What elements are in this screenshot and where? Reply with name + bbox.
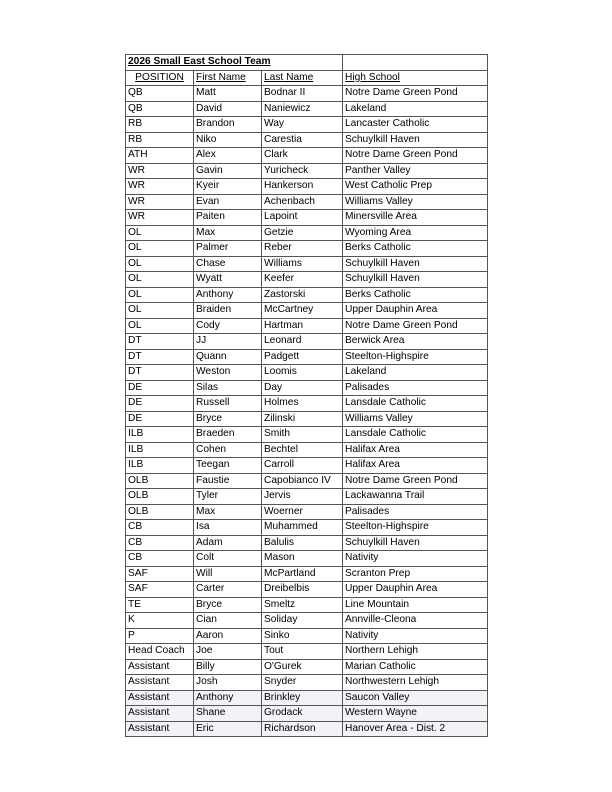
- table-row: [126, 566, 488, 582]
- first-name-cell: Faustie: [194, 473, 262, 489]
- position-cell: QB: [126, 86, 194, 102]
- position-cell: Assistant: [126, 675, 194, 691]
- first-name-cell: David: [194, 101, 262, 117]
- first-name-cell: Chase: [194, 256, 262, 272]
- table-row: [126, 86, 488, 102]
- table-row: [126, 380, 488, 396]
- position-cell: OLB: [126, 489, 194, 505]
- table-row: [126, 520, 488, 536]
- position-cell: ILB: [126, 427, 194, 443]
- position-cell: ILB: [126, 442, 194, 458]
- last-name-cell: Holmes: [262, 396, 343, 412]
- last-name-cell: Brinkley: [262, 690, 343, 706]
- position-cell: ILB: [126, 458, 194, 474]
- table-row: [126, 349, 488, 365]
- high-school-cell: Berks Catholic: [343, 241, 488, 257]
- position-cell: WR: [126, 194, 194, 210]
- first-name-cell: Eric: [194, 721, 262, 737]
- position-cell: CB: [126, 520, 194, 536]
- table-row: [126, 179, 488, 195]
- table-row: [126, 411, 488, 427]
- high-school-cell: Northern Lehigh: [343, 644, 488, 660]
- last-name-cell: Capobianco IV: [262, 473, 343, 489]
- table-row: [126, 582, 488, 598]
- first-name-cell: Cohen: [194, 442, 262, 458]
- table-row: [126, 132, 488, 148]
- first-name-cell: Cian: [194, 613, 262, 629]
- high-school-cell: Wyoming Area: [343, 225, 488, 241]
- table-row: [126, 117, 488, 133]
- high-school-cell: Lakeland: [343, 365, 488, 381]
- last-name-cell: Jervis: [262, 489, 343, 505]
- table-row: [126, 675, 488, 691]
- last-name-cell: Grodack: [262, 706, 343, 722]
- first-name-cell: Brandon: [194, 117, 262, 133]
- first-name-cell: Wyatt: [194, 272, 262, 288]
- last-name-cell: Keefer: [262, 272, 343, 288]
- first-name-cell: Carter: [194, 582, 262, 598]
- high-school-cell: Steelton-Highspire: [343, 349, 488, 365]
- last-name-cell: Yuricheck: [262, 163, 343, 179]
- position-cell: Assistant: [126, 659, 194, 675]
- position-cell: OL: [126, 225, 194, 241]
- table-row: [126, 597, 488, 613]
- first-name-cell: Anthony: [194, 287, 262, 303]
- position-cell: CB: [126, 551, 194, 567]
- last-name-cell: Naniewicz: [262, 101, 343, 117]
- first-name-cell: Max: [194, 225, 262, 241]
- high-school-cell: Palisades: [343, 380, 488, 396]
- last-name-cell: Williams: [262, 256, 343, 272]
- table-row: [126, 613, 488, 629]
- last-name-cell: Richardson: [262, 721, 343, 737]
- high-school-cell: Northwestern Lehigh: [343, 675, 488, 691]
- table-row: [126, 194, 488, 210]
- table-row: [126, 210, 488, 226]
- header-position: POSITION: [126, 70, 194, 86]
- first-name-cell: Palmer: [194, 241, 262, 257]
- last-name-cell: Mason: [262, 551, 343, 567]
- last-name-cell: Day: [262, 380, 343, 396]
- high-school-cell: Lansdale Catholic: [343, 427, 488, 443]
- last-name-cell: Woerner: [262, 504, 343, 520]
- position-cell: OL: [126, 287, 194, 303]
- table-row: [126, 225, 488, 241]
- first-name-cell: Niko: [194, 132, 262, 148]
- high-school-cell: Nativity: [343, 551, 488, 567]
- last-name-cell: Clark: [262, 148, 343, 164]
- last-name-cell: Snyder: [262, 675, 343, 691]
- high-school-cell: Schuylkill Haven: [343, 272, 488, 288]
- last-name-cell: Carroll: [262, 458, 343, 474]
- position-cell: WR: [126, 163, 194, 179]
- table-row: [126, 365, 488, 381]
- position-cell: DE: [126, 411, 194, 427]
- position-cell: DE: [126, 396, 194, 412]
- position-cell: P: [126, 628, 194, 644]
- first-name-cell: Adam: [194, 535, 262, 551]
- table-row: [126, 489, 488, 505]
- first-name-cell: Kyeir: [194, 179, 262, 195]
- high-school-cell: Lakeland: [343, 101, 488, 117]
- high-school-cell: Western Wayne: [343, 706, 488, 722]
- last-name-cell: McCartney: [262, 303, 343, 319]
- high-school-cell: Nativity: [343, 628, 488, 644]
- last-name-cell: Dreibelbis: [262, 582, 343, 598]
- position-cell: SAF: [126, 566, 194, 582]
- last-name-cell: Soliday: [262, 613, 343, 629]
- table-row: [126, 396, 488, 412]
- high-school-cell: Hanover Area - Dist. 2: [343, 721, 488, 737]
- position-cell: ATH: [126, 148, 194, 164]
- high-school-cell: Williams Valley: [343, 411, 488, 427]
- first-name-cell: Evan: [194, 194, 262, 210]
- first-name-cell: Quann: [194, 349, 262, 365]
- position-cell: OL: [126, 303, 194, 319]
- last-name-cell: Zilinski: [262, 411, 343, 427]
- position-cell: TE: [126, 597, 194, 613]
- last-name-cell: Carestia: [262, 132, 343, 148]
- table-row: [126, 504, 488, 520]
- high-school-cell: Lansdale Catholic: [343, 396, 488, 412]
- first-name-cell: Bryce: [194, 597, 262, 613]
- high-school-cell: Berks Catholic: [343, 287, 488, 303]
- first-name-cell: Paiten: [194, 210, 262, 226]
- first-name-cell: Cody: [194, 318, 262, 334]
- table-row: [126, 628, 488, 644]
- position-cell: DT: [126, 349, 194, 365]
- first-name-cell: Gavin: [194, 163, 262, 179]
- high-school-cell: Notre Dame Green Pond: [343, 318, 488, 334]
- high-school-cell: Saucon Valley: [343, 690, 488, 706]
- first-name-cell: Max: [194, 504, 262, 520]
- high-school-cell: Palisades: [343, 504, 488, 520]
- table-row: [126, 659, 488, 675]
- position-cell: DT: [126, 334, 194, 350]
- first-name-cell: Braeden: [194, 427, 262, 443]
- position-cell: K: [126, 613, 194, 629]
- first-name-cell: Silas: [194, 380, 262, 396]
- table-row: [126, 721, 488, 737]
- position-cell: OL: [126, 318, 194, 334]
- header-high-school: High School: [343, 70, 488, 86]
- last-name-cell: McPartland: [262, 566, 343, 582]
- first-name-cell: Billy: [194, 659, 262, 675]
- last-name-cell: Smith: [262, 427, 343, 443]
- table-row: [126, 241, 488, 257]
- high-school-cell: Notre Dame Green Pond: [343, 86, 488, 102]
- position-cell: Head Coach: [126, 644, 194, 660]
- last-name-cell: Leonard: [262, 334, 343, 350]
- last-name-cell: Reber: [262, 241, 343, 257]
- high-school-cell: Annville-Cleona: [343, 613, 488, 629]
- position-cell: WR: [126, 210, 194, 226]
- position-cell: Assistant: [126, 706, 194, 722]
- table-row: [126, 303, 488, 319]
- table-row: [126, 690, 488, 706]
- last-name-cell: Balulis: [262, 535, 343, 551]
- table-row: [126, 473, 488, 489]
- position-cell: OLB: [126, 473, 194, 489]
- last-name-cell: Bechtel: [262, 442, 343, 458]
- high-school-cell: Steelton-Highspire: [343, 520, 488, 536]
- title-row-empty-cell: [343, 55, 488, 71]
- position-cell: SAF: [126, 582, 194, 598]
- high-school-cell: Scranton Prep: [343, 566, 488, 582]
- table-row: [126, 256, 488, 272]
- table-row: [126, 427, 488, 443]
- roster-body: [126, 86, 488, 737]
- high-school-cell: Marian Catholic: [343, 659, 488, 675]
- last-name-cell: Hartman: [262, 318, 343, 334]
- high-school-cell: Line Mountain: [343, 597, 488, 613]
- first-name-cell: Weston: [194, 365, 262, 381]
- position-cell: OLB: [126, 504, 194, 520]
- first-name-cell: Anthony: [194, 690, 262, 706]
- table-row: [126, 272, 488, 288]
- high-school-cell: Upper Dauphin Area: [343, 303, 488, 319]
- last-name-cell: Hankerson: [262, 179, 343, 195]
- table-row: [126, 287, 488, 303]
- position-cell: OL: [126, 241, 194, 257]
- header-row: [126, 70, 488, 86]
- last-name-cell: Bodnar II: [262, 86, 343, 102]
- high-school-cell: Upper Dauphin Area: [343, 582, 488, 598]
- header-first-name: First Name: [194, 70, 262, 86]
- title-row: [126, 55, 488, 71]
- table-row: [126, 101, 488, 117]
- table-row: [126, 163, 488, 179]
- first-name-cell: Joe: [194, 644, 262, 660]
- position-cell: OL: [126, 256, 194, 272]
- first-name-cell: Tyler: [194, 489, 262, 505]
- first-name-cell: Braiden: [194, 303, 262, 319]
- last-name-cell: Padgett: [262, 349, 343, 365]
- first-name-cell: Matt: [194, 86, 262, 102]
- high-school-cell: Williams Valley: [343, 194, 488, 210]
- high-school-cell: Halifax Area: [343, 442, 488, 458]
- last-name-cell: Tout: [262, 644, 343, 660]
- last-name-cell: Lapoint: [262, 210, 343, 226]
- table-row: [126, 551, 488, 567]
- table-row: [126, 535, 488, 551]
- high-school-cell: Schuylkill Haven: [343, 256, 488, 272]
- first-name-cell: Teegan: [194, 458, 262, 474]
- first-name-cell: Will: [194, 566, 262, 582]
- high-school-cell: Notre Dame Green Pond: [343, 473, 488, 489]
- last-name-cell: Loomis: [262, 365, 343, 381]
- first-name-cell: Bryce: [194, 411, 262, 427]
- position-cell: WR: [126, 179, 194, 195]
- high-school-cell: Panther Valley: [343, 163, 488, 179]
- first-name-cell: Isa: [194, 520, 262, 536]
- position-cell: Assistant: [126, 721, 194, 737]
- table-row: [126, 706, 488, 722]
- position-cell: CB: [126, 535, 194, 551]
- first-name-cell: Josh: [194, 675, 262, 691]
- position-cell: RB: [126, 132, 194, 148]
- position-cell: DE: [126, 380, 194, 396]
- first-name-cell: Colt: [194, 551, 262, 567]
- table-row: [126, 318, 488, 334]
- first-name-cell: Russell: [194, 396, 262, 412]
- roster-table: [125, 54, 488, 737]
- position-cell: Assistant: [126, 690, 194, 706]
- table-row: [126, 442, 488, 458]
- position-cell: QB: [126, 101, 194, 117]
- table-row: [126, 644, 488, 660]
- high-school-cell: Notre Dame Green Pond: [343, 148, 488, 164]
- last-name-cell: Zastorski: [262, 287, 343, 303]
- high-school-cell: Schuylkill Haven: [343, 132, 488, 148]
- table-row: [126, 458, 488, 474]
- position-cell: OL: [126, 272, 194, 288]
- position-cell: DT: [126, 365, 194, 381]
- first-name-cell: Shane: [194, 706, 262, 722]
- high-school-cell: West Catholic Prep: [343, 179, 488, 195]
- table-row: [126, 334, 488, 350]
- header-last-name: Last Name: [262, 70, 343, 86]
- last-name-cell: Sinko: [262, 628, 343, 644]
- high-school-cell: Halifax Area: [343, 458, 488, 474]
- last-name-cell: Muhammed: [262, 520, 343, 536]
- document-title: 2026 Small East School Team: [126, 55, 343, 71]
- high-school-cell: Lancaster Catholic: [343, 117, 488, 133]
- last-name-cell: Way: [262, 117, 343, 133]
- first-name-cell: Aaron: [194, 628, 262, 644]
- first-name-cell: JJ: [194, 334, 262, 350]
- high-school-cell: Minersville Area: [343, 210, 488, 226]
- last-name-cell: O'Gurek: [262, 659, 343, 675]
- last-name-cell: Achenbach: [262, 194, 343, 210]
- high-school-cell: Berwick Area: [343, 334, 488, 350]
- last-name-cell: Getzie: [262, 225, 343, 241]
- position-cell: RB: [126, 117, 194, 133]
- high-school-cell: Schuylkill Haven: [343, 535, 488, 551]
- last-name-cell: Smeltz: [262, 597, 343, 613]
- table-row: [126, 148, 488, 164]
- first-name-cell: Alex: [194, 148, 262, 164]
- high-school-cell: Lackawanna Trail: [343, 489, 488, 505]
